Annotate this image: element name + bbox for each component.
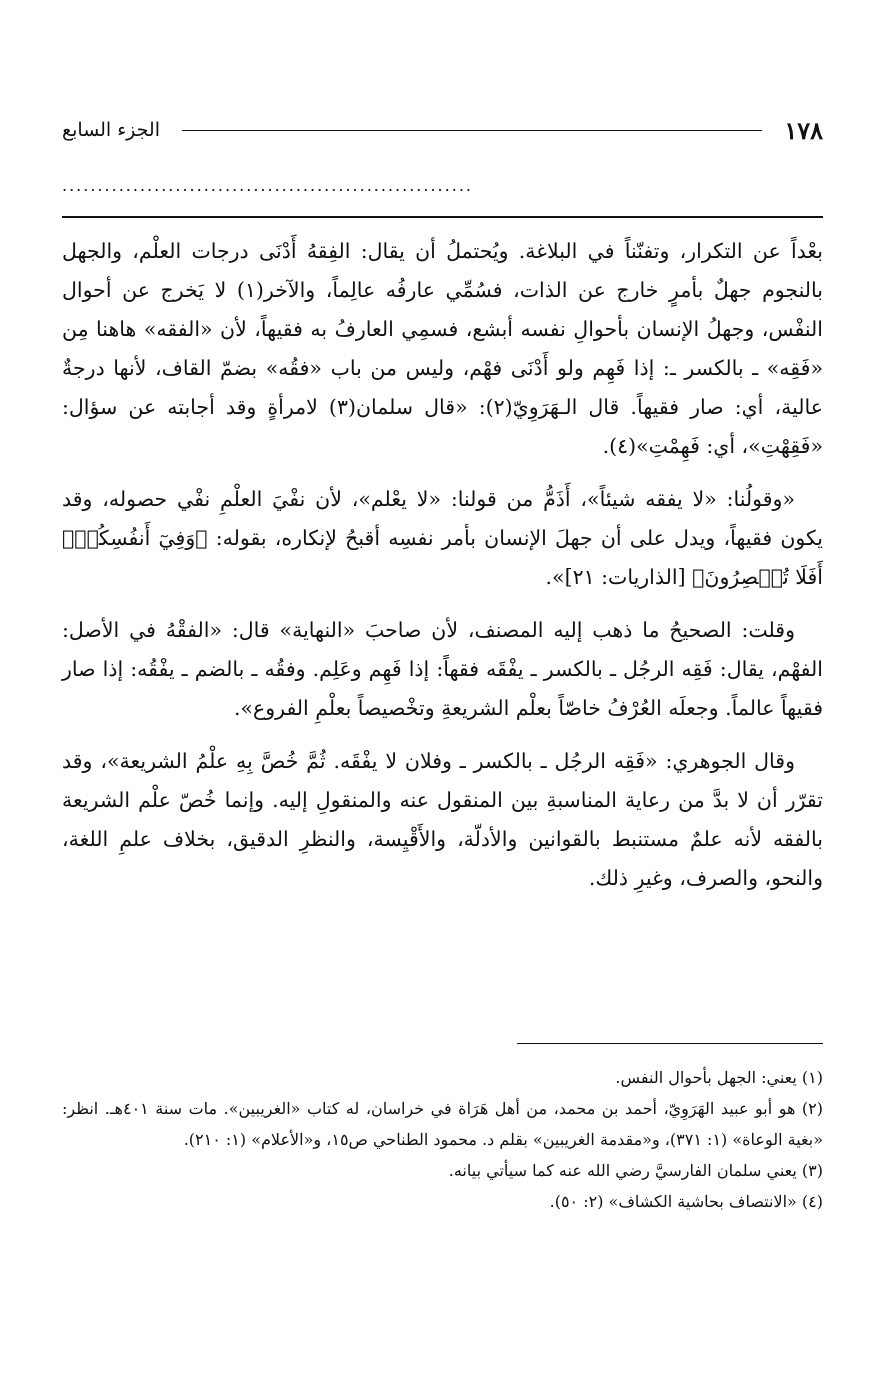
paragraph-3: وقلت: الصحيحُ ما ذهب إليه المصنف، لأن صاحبَ «النهاية» قال: «الفقْهُ في الأصل: الفهْم، يقال: فَقِه الرجُل ـ بالكسر ـ يفْقَه فقهاً: إذا فَهِم وعَلِم. وفقُه ـ بالضم ـ يفْقُه: إذا صار فقيهاً عالماً. وجعلَه العُرْفُ خاصّاً بعلْم الشريعةِ وتخْصيصاً بعلْمِ الفروع». bbox=[62, 618, 823, 720]
top-rule bbox=[62, 216, 823, 218]
footnote-3: (٣) يعني سلمان الفارسيَّ رضي الله عنه كما سيأتي بيانه. bbox=[448, 1161, 823, 1180]
footnotes bbox=[62, 1062, 823, 1217]
page-number: ١٧٨ bbox=[784, 115, 823, 145]
running-title: الجزء السابع bbox=[62, 119, 160, 141]
paragraph-2: «وقولُنا: «لا يفقه شيئاً»، أَذَمُّ من قولنا: «لا يعْلم»، لأن نفْيَ العلْمِ نفْي حصوله، وقد يكون فقيهاً، ويدل على أن جهلَ الإنسان بأمر نفسِه أقبحُ لإنكاره، بقوله: ﴿وَفِيٓ أَنفُسِكُمۡۚ أَفَلَا تُبۡصِرُونَ﴾ [الذاريات: ٢١]». bbox=[62, 487, 823, 589]
footnote-rule bbox=[517, 1043, 823, 1044]
page-header bbox=[62, 112, 823, 148]
header-rule bbox=[182, 130, 762, 131]
footnote-1: (١) يعني: الجهل بأحوال النفس. bbox=[615, 1068, 823, 1087]
footnote-2: (٢) هو أبو عبيد الهَرَوِيّ، أحمد بن محمد، من أهل هَرَاة في خراسان، له كتاب «الغريبين». مات سنة ٤٠١هـ. انظر: «بغية الوعاة» (١: ٣٧١)، و«مقدمة الغريبين» بقلم د. محمود الطناحي ص١٥، و«الأعلام» (١: ٢١٠). bbox=[62, 1099, 823, 1149]
paragraph-4: وقال الجوهري: «فَقِه الرجُل ـ بالكسر ـ وفلان لا يفْقَه. ثُمَّ خُصَّ بِهِ علْمُ الشريعة»، وقد تقرّر أن لا بدَّ من رعاية المناسبةِ بين المنقول عنه والمنقولِ إليه. وإنما خُصّ علْم الشريعة بالفقه لأنه علمٌ مستنبط بالقوانين والأدلّة، والأَقْيِسة، والنظرِ الدقيق، بخلاف علمِ اللغة، والنحو، والصرف، وغيرِ ذلك. bbox=[62, 749, 823, 890]
paragraph-1: بعْداً عن التكرار، وتفنّناً في البلاغة. ويُحتملُ أن يقال: الفِقهُ أَدْنَى درجات العلْم، والجهل بالنجوم جهلٌ بأمرٍ خارج عن الذات، فسُمِّي عارفُه عالِماً، والآخر(١) لا يَخرج عن أحوال النفْس، وجهلُ الإنسان بأحوالِ نفسه أبشع، فسمِي العارفُ به فقيهاً، لأن «الفقه» هاهنا مِن «فَقِه» ـ بالكسر ـ: إذا فَهِم ولو أَدْنَى فهْم، وليس من باب «فقُه» بضمّ القاف، لأنها درجةٌ عالية، أي: صار فقيهاً. قال الـهَرَوِيّ(٢): «قال سلمان(٣) لامرأةٍ وقد أجابته عن سؤال: «فَقِهْتِ»، أي: فَهِمْتِ»(٤). bbox=[62, 239, 823, 458]
main-text bbox=[62, 232, 823, 912]
footnote-4: (٤) «الانتصاف بحاشية الكشاف» (٢: ٥٠). bbox=[549, 1192, 823, 1211]
ellipsis-line: .......................................................... bbox=[62, 176, 473, 195]
